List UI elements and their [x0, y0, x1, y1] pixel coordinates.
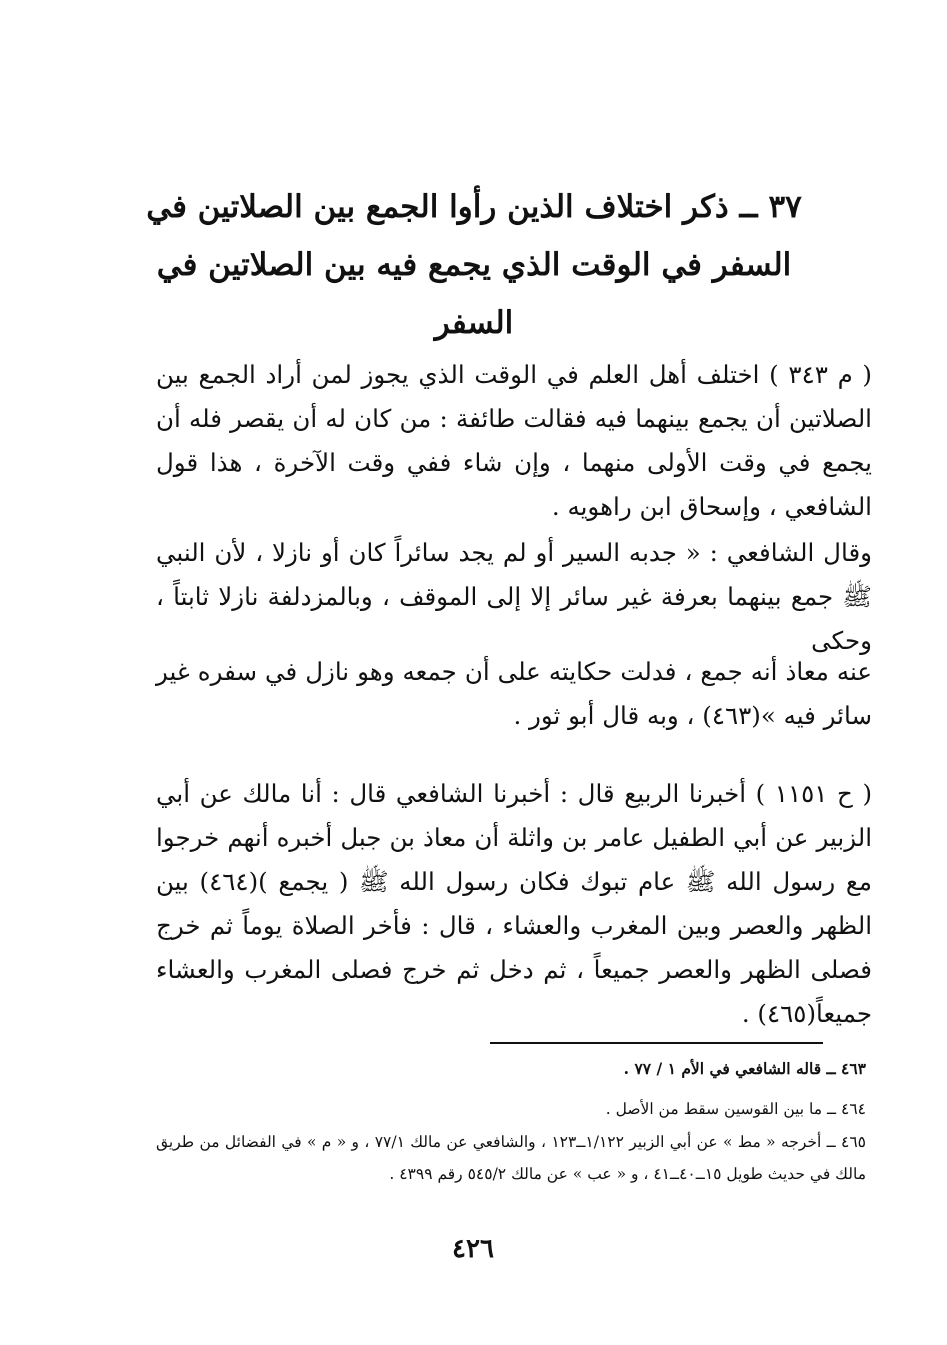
paragraph-shafii-quote-continued	[156, 650, 872, 738]
footnote-464: ٤٦٤ ــ ما بين القوسين سقط من الأصل .	[605, 1100, 866, 1118]
paragraph-hadith-1151	[156, 772, 872, 1036]
paragraph-text: عنه معاذ أنه جمع ، فدلت حكايته على أن جمعه وهو نازل في سفره غير سائر فيه »(٤٦٣) ، وبه قال أبو ثور .	[156, 657, 872, 730]
paragraph-shafii-quote	[156, 531, 872, 663]
paragraph-text: وقال الشافعي : « جدبه السير أو لم يجد سائراً كان أو نازلا ، لأن النبي ﷺ جمع بينهما بعرفة غير سائر إلا إلى الموقف ، وبالمزدلفة نازلا ثابتاً ، وحكى	[156, 538, 872, 655]
paragraph-text: ( ح ١١٥١ ) أخبرنا الربيع قال : أخبرنا الشافعي قال : أنا مالك عن أبي الزبير عن أبي الطفيل عامر بن واثلة أن معاذ بن جبل أخبره أنهم خرجوا مع رسول الله ﷺ عام تبوك فكان رسول الله ﷺ ( يجمع )(٤٦٤) بين الظهر والعصر وبين المغرب والعشاء ، قال : فأخر الصلاة يوماً ثم خرج فصلى الظهر والعصر جميعاً ، ثم دخل ثم خرج فصلى المغرب والعشاء جميعاً(٤٦٥) .	[156, 779, 873, 1028]
paragraph-m343	[156, 353, 872, 529]
chapter-heading: ٣٧ ــ ذكر اختلاف الذين رأوا الجمع بين الصلاتين في السفر في الوقت الذي يجمع فيه بين الصلاتين في السفر	[146, 189, 802, 341]
paragraph-text: ( م ٣٤٣ ) اختلف أهل العلم في الوقت الذي يجوز لمن أراد الجمع بين الصلاتين أن يجمع بينهما فيه فقالت طائفة : من كان له أن يقصر فله أن يجمع في وقت الأولى منهما ، وإن شاء ففي وقت الآخرة ، هذا قول الشافعي ، وإسحاق ابن راهويه .	[156, 360, 872, 521]
footnote-463: ٤٦٣ ــ قاله الشافعي في الأم ١ / ٧٧ .	[623, 1059, 866, 1078]
footnote-separator	[490, 1042, 823, 1044]
page-number: ٤٢٦	[452, 1234, 494, 1264]
footnote-465: ٤٦٥ ــ أخرجه « مط » عن أبي الزبير ١/١٢٢ــ١٢٣ ، والشافعي عن مالك ٧٧/١ ، و « م » في الفضائل من طريق مالك في حديث طويل ١٥ــ٤٠ــ٤١ ، و « عب » عن مالك ٥٤٥/٢ رقم ٤٣٩٩ .	[156, 1133, 867, 1183]
